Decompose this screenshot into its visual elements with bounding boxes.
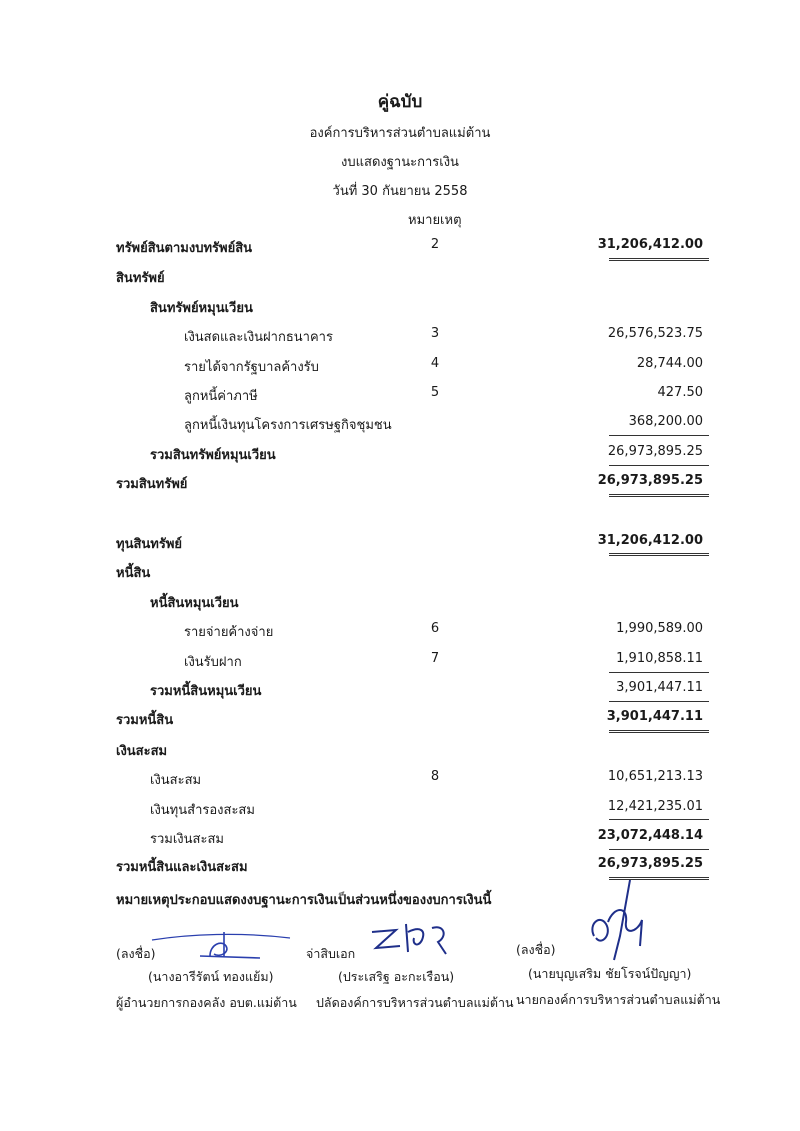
row-note: 7 — [430, 651, 440, 666]
subtotal-line — [609, 701, 709, 702]
subtotal-line — [609, 435, 709, 436]
subtotal-line — [609, 849, 709, 850]
footnote: หมายเหตุประกอบแสดงงบฐานะการเงินเป็นส่วนหนึ่งของงบการเงินนี้ — [116, 893, 492, 908]
row-note: 5 — [430, 385, 440, 400]
row-amount: 26,973,895.25 — [607, 444, 703, 459]
row-amount: 26,576,523.75 — [607, 326, 703, 341]
row-note: 2 — [430, 237, 440, 252]
right-signer-name: (นายบุญเสริม ชัยโรจน์ปัญญา) — [528, 966, 692, 981]
row-amount: 3,901,447.11 — [616, 680, 703, 695]
signature-middle — [366, 918, 456, 958]
left-signer-name: (นางอารีรัตน์ ทองแย้ม) — [148, 969, 274, 984]
section-assets: สินทรัพย์ — [116, 271, 165, 286]
row-amount: 31,206,412.00 — [597, 533, 703, 548]
section-current-liabilities: หนี้สินหมุนเวียน — [150, 596, 239, 611]
row-label: เงินสดและเงินฝากธนาคาร — [184, 330, 333, 345]
row-amount: 10,651,213.13 — [607, 769, 703, 784]
row-note: 4 — [430, 356, 440, 371]
row-label: รายจ่ายค้างจ่าย — [184, 625, 274, 640]
statement-date: วันที่ 30 กันยายน 2558 — [332, 184, 468, 199]
row-amount: 12,421,235.01 — [607, 799, 703, 814]
right-signer-title: นายกองค์การบริหารส่วนตำบลแม่ต้าน — [516, 992, 721, 1007]
row-note: 8 — [430, 769, 440, 784]
row-amount: 3,901,447.11 — [606, 709, 703, 724]
subtotal-line — [609, 465, 709, 466]
copy-label: คู่ฉบับ — [377, 92, 423, 112]
double-underline — [609, 730, 709, 733]
statement-title: งบแสดงฐานะการเงิน — [341, 155, 459, 170]
row-label: เงินสะสม — [150, 773, 202, 788]
row-amount: 427.50 — [657, 385, 703, 400]
row-label: รวมหนี้สินหมุนเวียน — [150, 684, 262, 699]
row-amount: 26,973,895.25 — [597, 856, 703, 871]
row-amount: 1,910,858.11 — [616, 651, 703, 666]
row-note: 3 — [430, 326, 440, 341]
sign-label-left: (ลงชื่อ) — [116, 946, 156, 961]
signature-left — [150, 926, 300, 962]
row-label: รวมสินทรัพย์หมุนเวียน — [150, 448, 276, 463]
row-amount: 31,206,412.00 — [597, 237, 703, 252]
subtotal-line — [609, 819, 709, 820]
section-accumulated: เงินสะสม — [116, 744, 168, 759]
middle-signer-title: ปลัดองค์การบริหารส่วนตำบลแม่ต้าน — [316, 995, 514, 1010]
row-label: ลูกหนี้เงินทุนโครงการเศรษฐกิจชุมชน — [184, 418, 392, 433]
row-label: เงินทุนสำรองสะสม — [150, 803, 255, 818]
row-label: เงินรับฝาก — [184, 655, 242, 670]
row-note: 6 — [430, 621, 440, 636]
org-name: องค์การบริหารส่วนตำบลแม่ต้าน — [309, 126, 491, 141]
note-column-header: หมายเหตุ — [408, 213, 462, 228]
row-label: รวมหนี้สิน — [116, 713, 174, 728]
sign-label-right: (ลงชื่อ) — [516, 942, 556, 957]
row-amount: 28,744.00 — [636, 356, 703, 371]
middle-signer-name: (ประเสริฐ อะกะเรือน) — [338, 969, 455, 984]
row-label: ลูกหนี้ค่าภาษี — [184, 389, 258, 404]
subtotal-line — [609, 672, 709, 673]
row-label: รวมหนี้สินและเงินสะสม — [116, 860, 248, 875]
row-label: ทรัพย์สินตามงบทรัพย์สิน — [116, 241, 253, 256]
row-amount: 1,990,589.00 — [616, 621, 703, 636]
row-amount: 23,072,448.14 — [597, 828, 703, 843]
row-label: ทุนสินทรัพย์ — [116, 537, 183, 552]
section-liabilities: หนี้สิน — [116, 566, 151, 581]
left-signer-title: ผู้อำนวยการกองคลัง อบต.แม่ต้าน — [116, 995, 297, 1010]
row-label: รวมเงินสะสม — [150, 832, 224, 847]
row-label: รายได้จากรัฐบาลค้างรับ — [184, 360, 319, 375]
row-label: รวมสินทรัพย์ — [116, 477, 188, 492]
row-amount: 368,200.00 — [628, 414, 703, 429]
signature-right — [584, 876, 664, 968]
double-underline — [609, 494, 709, 497]
middle-rank: จ่าสิบเอก — [306, 946, 356, 961]
double-underline — [609, 553, 709, 556]
double-underline — [609, 258, 709, 261]
row-amount: 26,973,895.25 — [597, 473, 703, 488]
section-current-assets: สินทรัพย์หมุนเวียน — [150, 301, 253, 316]
